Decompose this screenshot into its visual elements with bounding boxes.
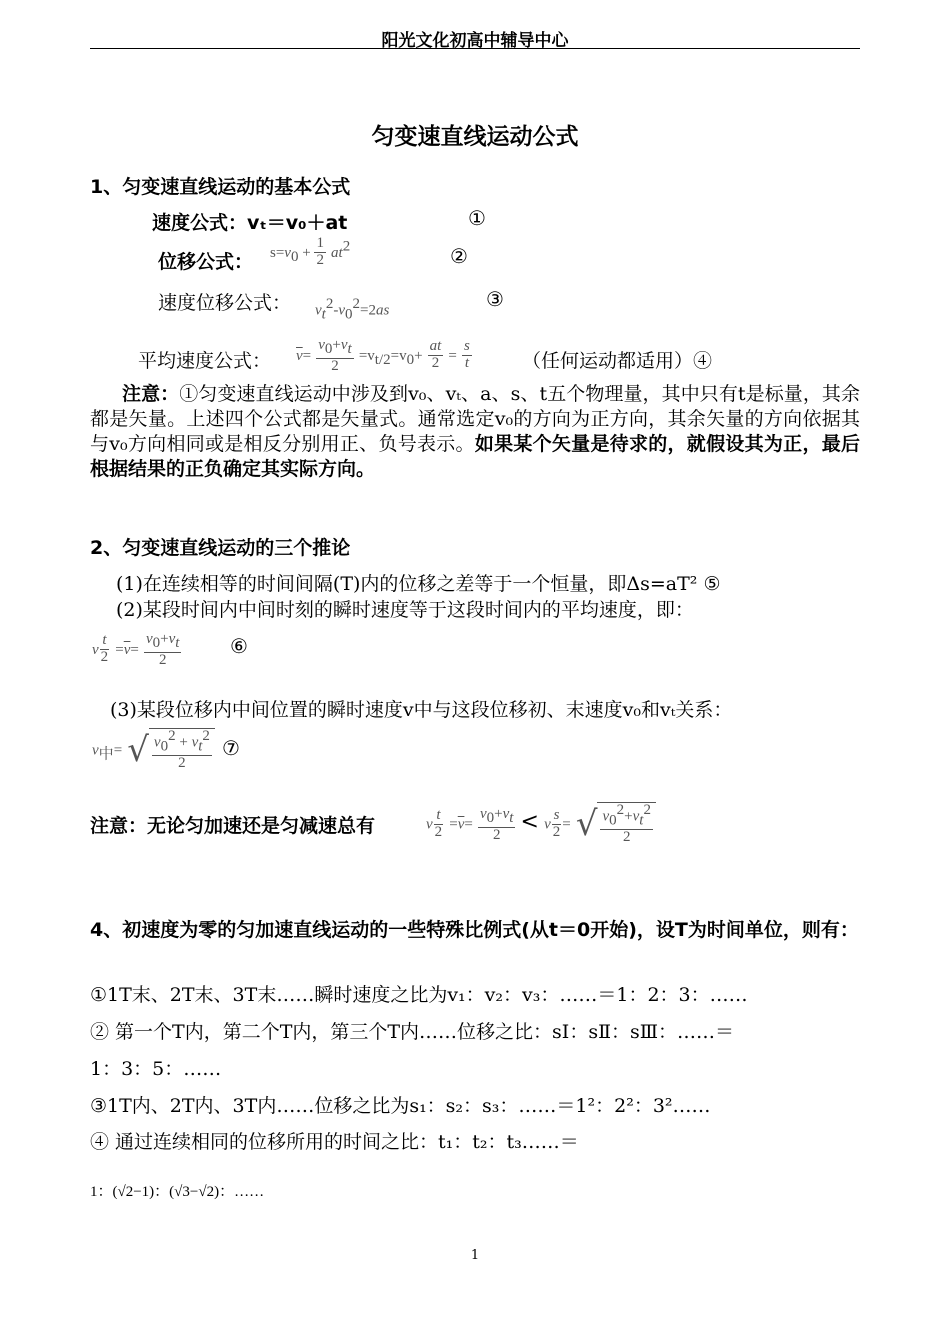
ratio-4: ④ 通过连续相同的位移所用的时间之比：t₁：t₂：t₃……＝ [90, 1131, 579, 1153]
average-velocity-note: （任何运动都适用）④ [522, 350, 713, 372]
corollary-3-formula: $v_中=$ √ $\frac{v_0^2 + v_t^2}{2}$ [92, 728, 215, 772]
note-label: 注意： [122, 383, 180, 405]
average-velocity-label: 平均速度公式： [138, 350, 272, 372]
corollary-2: (2)某段时间内中间时刻的瞬时速度等于这段时间内的平均速度，即： [116, 599, 694, 621]
ratio-4-formula: 1：(√2−1)：(√3−√2)：…… [90, 1184, 265, 1200]
velocity-displacement-formula: $v_t^2-v_0^2=2as$ [315, 296, 390, 323]
formula-number-2: ② [450, 244, 468, 268]
corollary-3: (3)某段位移内中间位置的瞬时速度v中与这段位移初、末速度v₀和vₜ关系： [110, 699, 733, 721]
section2-note: 注意：无论匀加速还是匀减速总有 [90, 815, 376, 837]
displacement-label: 位移公式： [158, 251, 254, 273]
section2-heading: 2、匀变速直线运动的三个推论 [90, 537, 351, 559]
displacement-formula: $s=v_0$ + $\frac{1}{2}$ at$^2$ [270, 235, 351, 268]
document-title: 匀变速直线运动公式 [371, 124, 579, 150]
section2-note-formula: v $\frac{t}{2}$ $=\overline{v}=$ $\frac{v_0+v_t}{2}$ < v $\frac{s}{2}$ = √ $\frac{v_0^2+v_t^2}{2}$ [426, 802, 656, 846]
average-velocity-formula: $\overline{v}=$ $\frac{v_0+v_t}{2}$ $=v_{t/2}=v_0+$ $\frac{at}{2}$ = $\frac{s}{t}$ [296, 337, 470, 374]
section4-heading: 4、初速度为零的匀加速直线运动的一些特殊比例式(从t＝0开始)，设T为时间单位，则有： [90, 919, 859, 941]
corollary-2-formula: v $\frac{t}{2}$ $=\overline{v}=$ $\frac{v_0+v_t}{2}$ [92, 631, 180, 668]
section1-note [90, 382, 860, 482]
velocity-displacement-label: 速度位移公式： [158, 292, 292, 314]
section1-heading: 1、匀变速直线运动的基本公式 [90, 176, 351, 198]
ratio-1: ①1T末、2T末、3T末……瞬时速度之比为v₁：v₂：v₃：……＝1：2：3：…… [90, 984, 748, 1006]
ratio-2-continued: 1：3：5：…… [90, 1058, 222, 1080]
formula-number-1: ① [468, 206, 486, 230]
formula-number-3: ③ [486, 287, 504, 311]
formula-number-7: ⑦ [222, 736, 240, 760]
ratio-2: ② 第一个T内，第二个T内，第三个T内……位移之比：sⅠ：sⅡ：sⅢ：……＝ [90, 1021, 735, 1043]
velocity-formula: 速度公式：vₜ＝v₀＋at [152, 212, 348, 234]
corollary-1: (1)在连续相等的时间间隔(T)内的位移之差等于一个恒量，即Δs=aT² ⑤ [116, 573, 721, 595]
note-text: ①匀变速直线运动中涉及到v₀、vₜ、a、s、t五个物理量，其中只有t是标量，其余都是矢量。上述四个公式都是矢量式。通常选定v₀的方向为正方向，其余矢量的方向依据其与v₀方向相同或是相反分别用正、负号表示。 [90, 383, 860, 455]
formula-number-6: ⑥ [230, 634, 248, 658]
ratio-3: ③1T内、2T内、3T内……位移之比为s₁：s₂：s₃：……＝1²：2²：3²…… [90, 1095, 711, 1117]
note-emphasis: 如果某个矢量是待求的，就假设其为正，最后根据结果的正负确定其实际方向。 [90, 433, 860, 480]
header-rule [90, 48, 860, 49]
page-number: 1 [470, 1248, 480, 1263]
page-header: 阳光文化初高中辅导中心 [381, 31, 569, 51]
